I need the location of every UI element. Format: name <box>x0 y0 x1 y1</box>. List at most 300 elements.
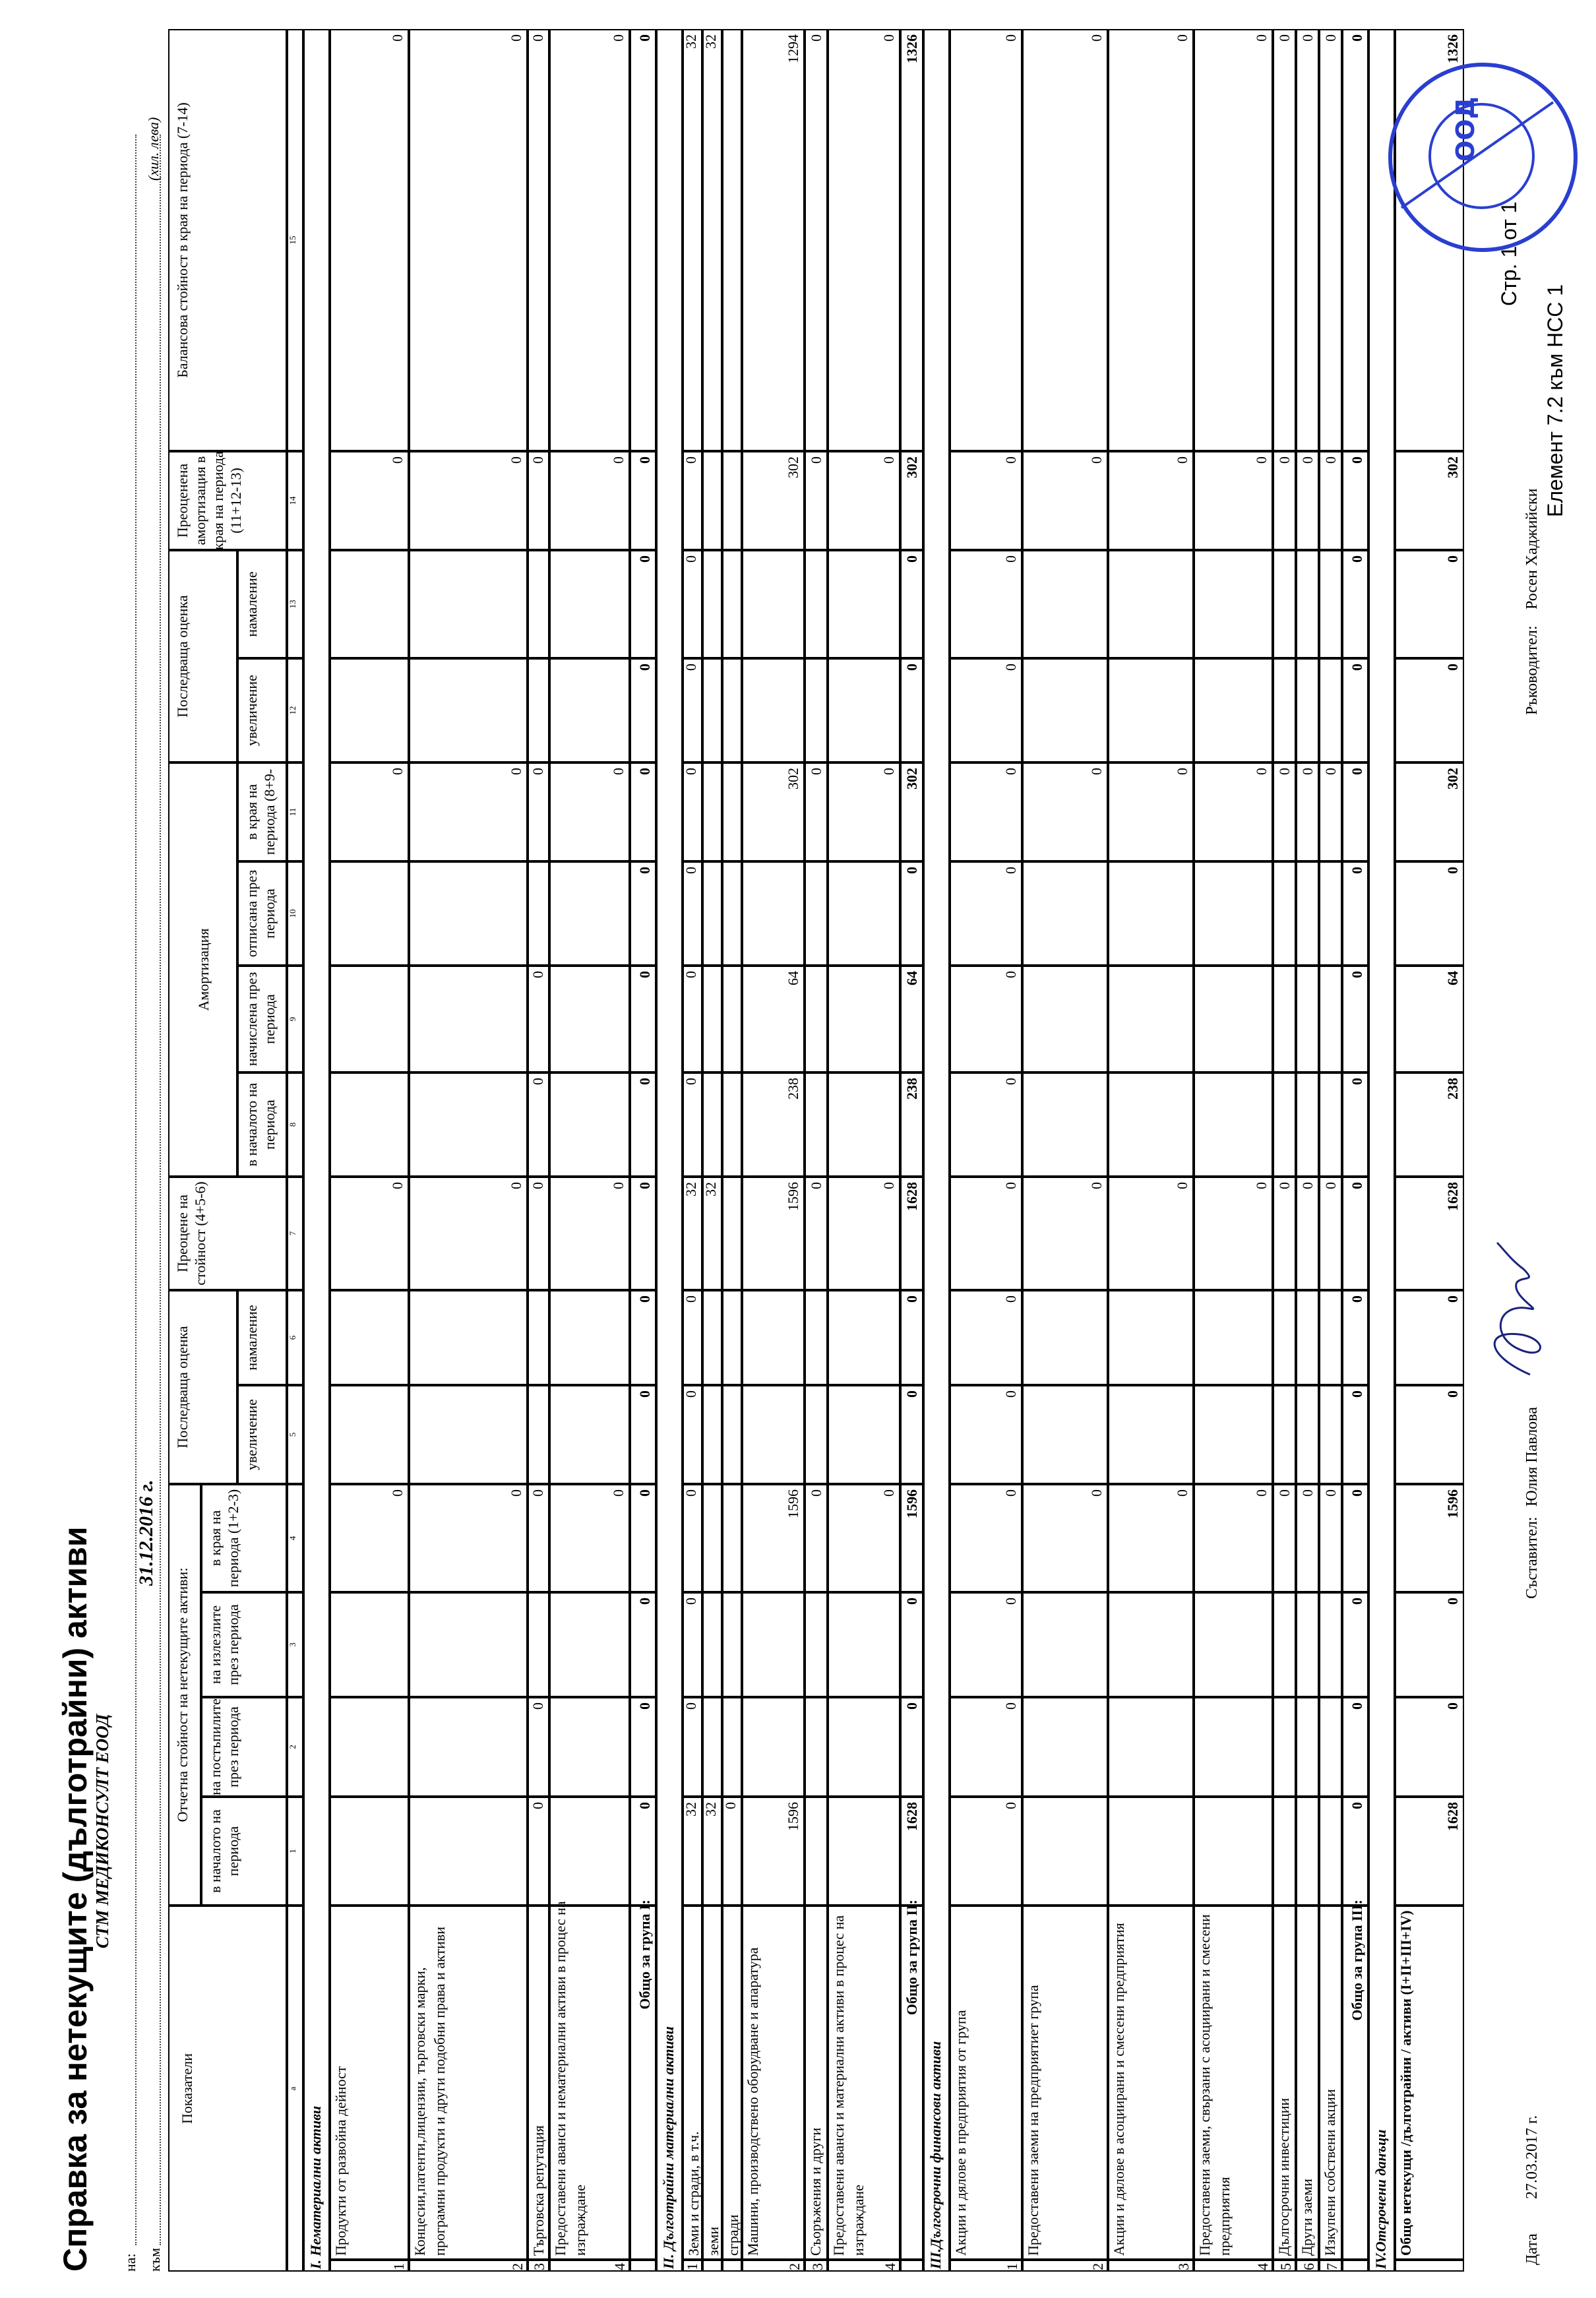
row-number: 6 <box>1301 2263 1317 2270</box>
row-value: 0 <box>1276 456 1293 464</box>
row-value: 0 <box>508 456 524 464</box>
value-cell <box>828 1697 900 1797</box>
value-cell <box>742 658 805 762</box>
row-value: 0 <box>389 34 406 42</box>
header-amort: Амортизация <box>195 928 212 1011</box>
row-value: 0 <box>636 1489 653 1497</box>
row-value: 1596 <box>785 1182 801 1211</box>
value-cell <box>1273 966 1296 1072</box>
section-row <box>656 29 683 2272</box>
row-value: 1596 <box>1444 1489 1461 1518</box>
row-value: 32 <box>702 1182 719 1196</box>
value-cell <box>528 861 549 966</box>
colnum-1: 1 <box>288 1849 297 1853</box>
value-cell <box>549 550 630 658</box>
row-value: 0 <box>904 1390 920 1398</box>
row-value: 0 <box>722 1802 739 1809</box>
value-cell <box>1319 966 1342 1072</box>
value-cell <box>1194 658 1273 762</box>
row-value: 1628 <box>904 1182 920 1211</box>
value-cell <box>409 1797 528 1906</box>
value-cell <box>805 1797 828 1906</box>
value-cell <box>722 1484 742 1592</box>
value-cell <box>1108 1072 1194 1177</box>
value-cell <box>702 861 722 966</box>
svg-text:ООД: ООД <box>1451 96 1480 162</box>
row-value: 302 <box>785 768 801 790</box>
colnum-10: 10 <box>288 909 297 918</box>
value-cell <box>828 1290 900 1385</box>
row-value: 0 <box>1002 1702 1019 1710</box>
value-cell <box>528 550 549 658</box>
value-cell <box>1319 1385 1342 1484</box>
value-cell <box>742 1385 805 1484</box>
row-value: 0 <box>1253 1489 1270 1497</box>
row-value: 0 <box>1349 1489 1365 1497</box>
row-value: 0 <box>1349 1182 1365 1189</box>
row-value: 0 <box>636 555 653 563</box>
value-cell <box>1319 1697 1342 1797</box>
row-value: 32 <box>702 34 719 49</box>
row-value: 0 <box>636 867 653 874</box>
row-number: 2 <box>1090 2263 1106 2270</box>
row-number: 1 <box>1004 2263 1020 2270</box>
row-value: 1628 <box>1444 1802 1461 1831</box>
section-row <box>923 29 950 2272</box>
row-value: 0 <box>880 768 897 775</box>
value-cell <box>1296 550 1319 658</box>
row-number: 1 <box>390 2263 407 2270</box>
value-cell <box>805 1697 828 1797</box>
value-cell <box>1108 861 1194 966</box>
row-value: 0 <box>636 456 653 464</box>
row-value: 0 <box>389 768 406 775</box>
value-cell <box>722 966 742 1072</box>
row-value: 0 <box>1174 1489 1190 1497</box>
value-cell <box>1273 1697 1296 1797</box>
value-cell <box>549 1592 630 1697</box>
value-cell <box>1296 1592 1319 1697</box>
row-value: 0 <box>1002 555 1019 563</box>
value-cell <box>702 1290 722 1385</box>
value-cell <box>742 550 805 658</box>
row-value: 0 <box>530 1702 546 1710</box>
colnum-3: 3 <box>288 1642 297 1647</box>
row-value: 0 <box>1276 1489 1293 1497</box>
value-cell <box>722 762 742 861</box>
row-value: 238 <box>785 1078 801 1100</box>
value-cell <box>1022 1592 1108 1697</box>
value-cell <box>1194 966 1273 1072</box>
row-value: 0 <box>610 768 627 775</box>
header-subsequent1: Последваща оценка <box>174 1326 191 1448</box>
row-value: 0 <box>808 34 824 42</box>
row-num-cell <box>1395 2260 1464 2272</box>
row-value: 0 <box>1444 1702 1461 1710</box>
row-value: 0 <box>530 768 546 775</box>
row-value: 0 <box>1002 1390 1019 1398</box>
value-cell <box>702 1484 722 1592</box>
subheader-c5: увеличение <box>243 1399 260 1470</box>
manager-label: Ръководител: <box>1523 625 1541 715</box>
row-value: 1596 <box>785 1802 801 1831</box>
row-value: 64 <box>785 971 801 985</box>
row-number: 3 <box>531 2263 547 2270</box>
value-cell <box>330 861 409 966</box>
value-cell <box>722 550 742 658</box>
row-label: Съоръжения и други <box>807 2127 824 2256</box>
row-value: 302 <box>904 456 920 478</box>
row-value: 0 <box>1322 768 1339 775</box>
row-value: 0 <box>530 1182 546 1189</box>
value-cell <box>1108 1797 1194 1906</box>
value-cell <box>549 1697 630 1797</box>
value-cell <box>1273 550 1296 658</box>
value-cell <box>1319 658 1342 762</box>
period-date: 31.12.2016 г. <box>135 1479 157 1586</box>
value-cell <box>1319 1072 1342 1177</box>
header-balance: Балансова стойност в края на периода (7-14) <box>174 102 191 378</box>
row-value: 238 <box>1444 1078 1461 1100</box>
row-num-cell <box>900 2260 923 2272</box>
value-cell <box>722 1177 742 1290</box>
row-value: 0 <box>1299 456 1316 464</box>
value-cell <box>528 1385 549 1484</box>
value-cell <box>1108 966 1194 1072</box>
row-value: 0 <box>1002 971 1019 978</box>
value-cell <box>1319 1290 1342 1385</box>
row-value: 0 <box>636 1598 653 1605</box>
row-value: 0 <box>1444 867 1461 874</box>
row-value: 0 <box>904 1295 920 1303</box>
value-cell <box>1273 1290 1296 1385</box>
row-value: 0 <box>1002 1802 1019 1809</box>
row-value: 302 <box>904 768 920 790</box>
date-label: Дата <box>1523 2233 1541 2265</box>
value-cell <box>828 550 900 658</box>
value-cell <box>702 1385 722 1484</box>
value-cell <box>1273 1072 1296 1177</box>
row-num-cell <box>630 2260 656 2272</box>
colnum-8: 8 <box>288 1122 297 1127</box>
row-value: 0 <box>389 1489 406 1497</box>
value-cell <box>549 966 630 1072</box>
row-number: 3 <box>809 2263 826 2270</box>
row-value: 0 <box>1349 555 1365 563</box>
row-value: 238 <box>904 1078 920 1100</box>
colnum-11: 11 <box>288 807 297 817</box>
row-value: 302 <box>785 456 801 478</box>
value-cell <box>1296 861 1319 966</box>
row-value: 32 <box>683 34 699 49</box>
row-value: 0 <box>1322 1489 1339 1497</box>
row-value: 0 <box>508 34 524 42</box>
row-value: 0 <box>389 1182 406 1189</box>
colnum-9: 9 <box>288 1016 297 1022</box>
subheader-c2: на постъпилите през периода <box>207 1698 241 1795</box>
header-revalued: Преоцене на стойност (4+5-6) <box>174 1181 208 1286</box>
manager-name: Росен Хаджийски <box>1523 488 1541 609</box>
row-value: 0 <box>880 1182 897 1189</box>
company-name: СТМ МЕДИКОНСУЛТ ЕООД <box>92 1714 112 1948</box>
colnum-14: 14 <box>288 496 297 505</box>
row-number: 1 <box>684 2263 700 2270</box>
value-cell <box>1319 1592 1342 1697</box>
row-value: 64 <box>904 971 920 985</box>
value-cell <box>1108 1592 1194 1697</box>
row-value: 0 <box>1002 1489 1019 1497</box>
value-cell <box>805 966 828 1072</box>
row-value: 0 <box>808 768 824 775</box>
value-cell <box>409 1592 528 1697</box>
row-value: 0 <box>1349 1802 1365 1809</box>
row-value: 0 <box>1276 768 1293 775</box>
value-cell <box>828 658 900 762</box>
value-cell <box>805 658 828 762</box>
row-label: Предоставени аванси и нематериални активи в процес на изграждане <box>552 1901 588 2256</box>
row-value: 0 <box>683 456 699 464</box>
value-cell <box>1022 658 1108 762</box>
row-label: Предоставени аванси и материални активи в процес на изграждане <box>830 1915 867 2256</box>
value-cell <box>330 1592 409 1697</box>
value-cell <box>1273 1592 1296 1697</box>
date-value: 27.03.2017 г. <box>1523 2115 1541 2199</box>
row-value: 1326 <box>1444 34 1461 63</box>
row-value: 0 <box>1002 1295 1019 1303</box>
value-cell <box>1108 550 1194 658</box>
row-value: 0 <box>1002 867 1019 874</box>
value-cell <box>1194 550 1273 658</box>
value-cell <box>805 1290 828 1385</box>
header-rev-amort: Преоценена амортизация в края на периода (11+12-13) <box>174 451 244 550</box>
value-cell <box>702 762 722 861</box>
row-label: Изкупени собствени акции <box>1322 2089 1338 2256</box>
subheader-c1: в началото на периода <box>207 1809 241 1893</box>
value-cell <box>330 550 409 658</box>
value-cell <box>549 1072 630 1177</box>
na-line <box>135 135 137 2245</box>
row-value: 0 <box>904 664 920 671</box>
value-cell <box>1194 1290 1273 1385</box>
value-cell <box>1108 1385 1194 1484</box>
row-value: 0 <box>880 1489 897 1497</box>
row-value: 0 <box>1322 34 1339 42</box>
row-value: 0 <box>1088 34 1105 42</box>
value-cell <box>1319 550 1342 658</box>
row-value: 1628 <box>904 1802 920 1831</box>
row-label: Машини, производствено оборудване и апаратура <box>745 1947 761 2256</box>
row-value: 0 <box>1174 768 1190 775</box>
row-value: 0 <box>1276 34 1293 42</box>
value-cell <box>805 1072 828 1177</box>
value-cell <box>1022 1797 1108 1906</box>
row-value: 0 <box>1349 867 1365 874</box>
row-label: Общо за група III: <box>1349 1900 1365 2021</box>
row-value: 0 <box>1002 456 1019 464</box>
subheader-c9: начислена през периода <box>243 972 278 1067</box>
value-cell <box>722 29 742 451</box>
row-label: Земи и сгради, в т.ч. <box>685 2131 702 2256</box>
colnum-2: 2 <box>288 1745 297 1749</box>
value-cell <box>409 861 528 966</box>
value-cell <box>1273 1385 1296 1484</box>
row-value: 0 <box>530 1802 546 1809</box>
row-value: 0 <box>1002 1598 1019 1605</box>
row-value: 0 <box>808 456 824 464</box>
value-cell <box>1194 1385 1273 1484</box>
row-number: 4 <box>1254 2263 1271 2270</box>
value-cell <box>1108 1697 1194 1797</box>
row-value: 0 <box>683 1295 699 1303</box>
row-value: 0 <box>1088 1182 1105 1189</box>
value-cell <box>1022 1072 1108 1177</box>
subheader-c11: в края на периода (8+9- <box>243 768 278 855</box>
row-label: Търговска репутация <box>530 2125 547 2256</box>
row-value: 0 <box>530 34 546 42</box>
row-value: 0 <box>1322 456 1339 464</box>
value-cell <box>702 1072 722 1177</box>
value-cell <box>330 1797 409 1906</box>
value-cell <box>409 966 528 1072</box>
row-value: 0 <box>1349 1078 1365 1085</box>
value-cell <box>1194 1797 1273 1906</box>
value-cell <box>549 861 630 966</box>
value-cell <box>1296 1385 1319 1484</box>
row-value: 0 <box>683 664 699 671</box>
value-cell <box>1108 1290 1194 1385</box>
row-value: 32 <box>683 1182 699 1196</box>
row-value: 0 <box>1002 1078 1019 1085</box>
row-value: 0 <box>1002 768 1019 775</box>
value-cell <box>409 1697 528 1797</box>
row-label: Концесии,патенти,лицензии, търговски марки, програмни продукти и други подобни права и активи <box>412 1926 448 2256</box>
value-cell <box>722 861 742 966</box>
row-value: 0 <box>1253 456 1270 464</box>
row-value: 0 <box>1174 456 1190 464</box>
row-value: 0 <box>610 456 627 464</box>
value-cell <box>549 1385 630 1484</box>
row-value: 0 <box>1174 34 1190 42</box>
value-cell <box>409 1385 528 1484</box>
value-cell <box>1296 1072 1319 1177</box>
row-label: Общо за група I: <box>636 1900 653 2010</box>
row-value: 0 <box>389 456 406 464</box>
row-value: 0 <box>683 1390 699 1398</box>
row-value: 0 <box>530 456 546 464</box>
value-cell <box>1194 861 1273 966</box>
colnum-5: 5 <box>288 1432 297 1437</box>
row-value: 0 <box>636 1702 653 1710</box>
compiler-label: Съставител: <box>1523 1516 1541 1599</box>
row-number: 2 <box>509 2263 526 2270</box>
subheader-c10: отписана през периода <box>243 869 278 958</box>
na-label: на: <box>122 2253 138 2272</box>
colnum-13: 13 <box>288 600 297 609</box>
value-cell <box>1022 1697 1108 1797</box>
value-cell <box>828 1385 900 1484</box>
value-cell <box>1022 1385 1108 1484</box>
value-cell <box>528 1290 549 1385</box>
unit-label: (хил. лева) <box>145 117 162 181</box>
row-value: 0 <box>1444 664 1461 671</box>
row-value: 0 <box>808 1182 824 1189</box>
subheader-c4: в края на периода (1+2-3) <box>207 1489 241 1588</box>
row-value: 0 <box>530 971 546 978</box>
value-cell <box>742 861 805 966</box>
row-value: 0 <box>1349 456 1365 464</box>
colnum-12: 12 <box>288 706 297 715</box>
value-cell <box>828 1797 900 1906</box>
value-cell <box>1296 658 1319 762</box>
value-cell <box>409 1072 528 1177</box>
row-value: 0 <box>683 867 699 874</box>
row-value: 0 <box>636 34 653 42</box>
header-subsequent2: Последваща оценка <box>174 595 191 718</box>
value-cell <box>702 1592 722 1697</box>
row-number: 5 <box>1277 2263 1294 2270</box>
row-value: 0 <box>636 768 653 775</box>
subheader-c3: на излезлите през периода <box>207 1604 241 1685</box>
value-cell <box>805 861 828 966</box>
row-value: 32 <box>702 1802 719 1817</box>
colnum-4: 4 <box>288 1536 297 1541</box>
row-value: 0 <box>636 1078 653 1085</box>
row-value: 0 <box>1444 555 1461 563</box>
row-value: 0 <box>1088 1489 1105 1497</box>
value-cell <box>1273 1797 1296 1906</box>
row-value: 0 <box>1299 768 1316 775</box>
section-label: III.Дългосрочни финансови активи <box>927 2041 944 2269</box>
row-value: 0 <box>636 971 653 978</box>
value-cell <box>722 658 742 762</box>
value-cell <box>1022 550 1108 658</box>
value-cell <box>330 658 409 762</box>
row-value: 0 <box>1349 971 1365 978</box>
row-value: 0 <box>1349 664 1365 671</box>
row-value: 0 <box>904 555 920 563</box>
value-cell <box>1296 1697 1319 1797</box>
subheader-c6: намаление <box>243 1305 260 1371</box>
value-cell <box>1273 861 1296 966</box>
row-value: 0 <box>508 1182 524 1189</box>
row-label: Други заеми <box>1299 2179 1315 2256</box>
value-cell <box>1273 658 1296 762</box>
page-title: Справка за нетекущите (дълготрайни) активи <box>57 1526 94 2272</box>
row-value: 0 <box>904 1702 920 1710</box>
row-value: 0 <box>683 555 699 563</box>
row-value: 0 <box>610 1489 627 1497</box>
row-value: 0 <box>1174 1182 1190 1189</box>
row-value: 32 <box>683 1802 699 1817</box>
value-cell <box>549 1797 630 1906</box>
value-cell <box>1022 861 1108 966</box>
signature-image <box>1471 1236 1563 1381</box>
value-cell <box>702 550 722 658</box>
row-value: 302 <box>1444 768 1461 790</box>
row-value: 0 <box>1088 768 1105 775</box>
row-value: 0 <box>1002 34 1019 42</box>
row-value: 0 <box>508 1489 524 1497</box>
row-value: 0 <box>530 1489 546 1497</box>
value-cell <box>722 1385 742 1484</box>
value-cell <box>409 1290 528 1385</box>
value-cell <box>1319 1797 1342 1906</box>
row-value: 0 <box>683 1489 699 1497</box>
row-value: 0 <box>1253 1182 1270 1189</box>
row-value: 0 <box>610 34 627 42</box>
row-number: 3 <box>1175 2263 1192 2270</box>
subheader-c12: увеличение <box>243 675 260 746</box>
